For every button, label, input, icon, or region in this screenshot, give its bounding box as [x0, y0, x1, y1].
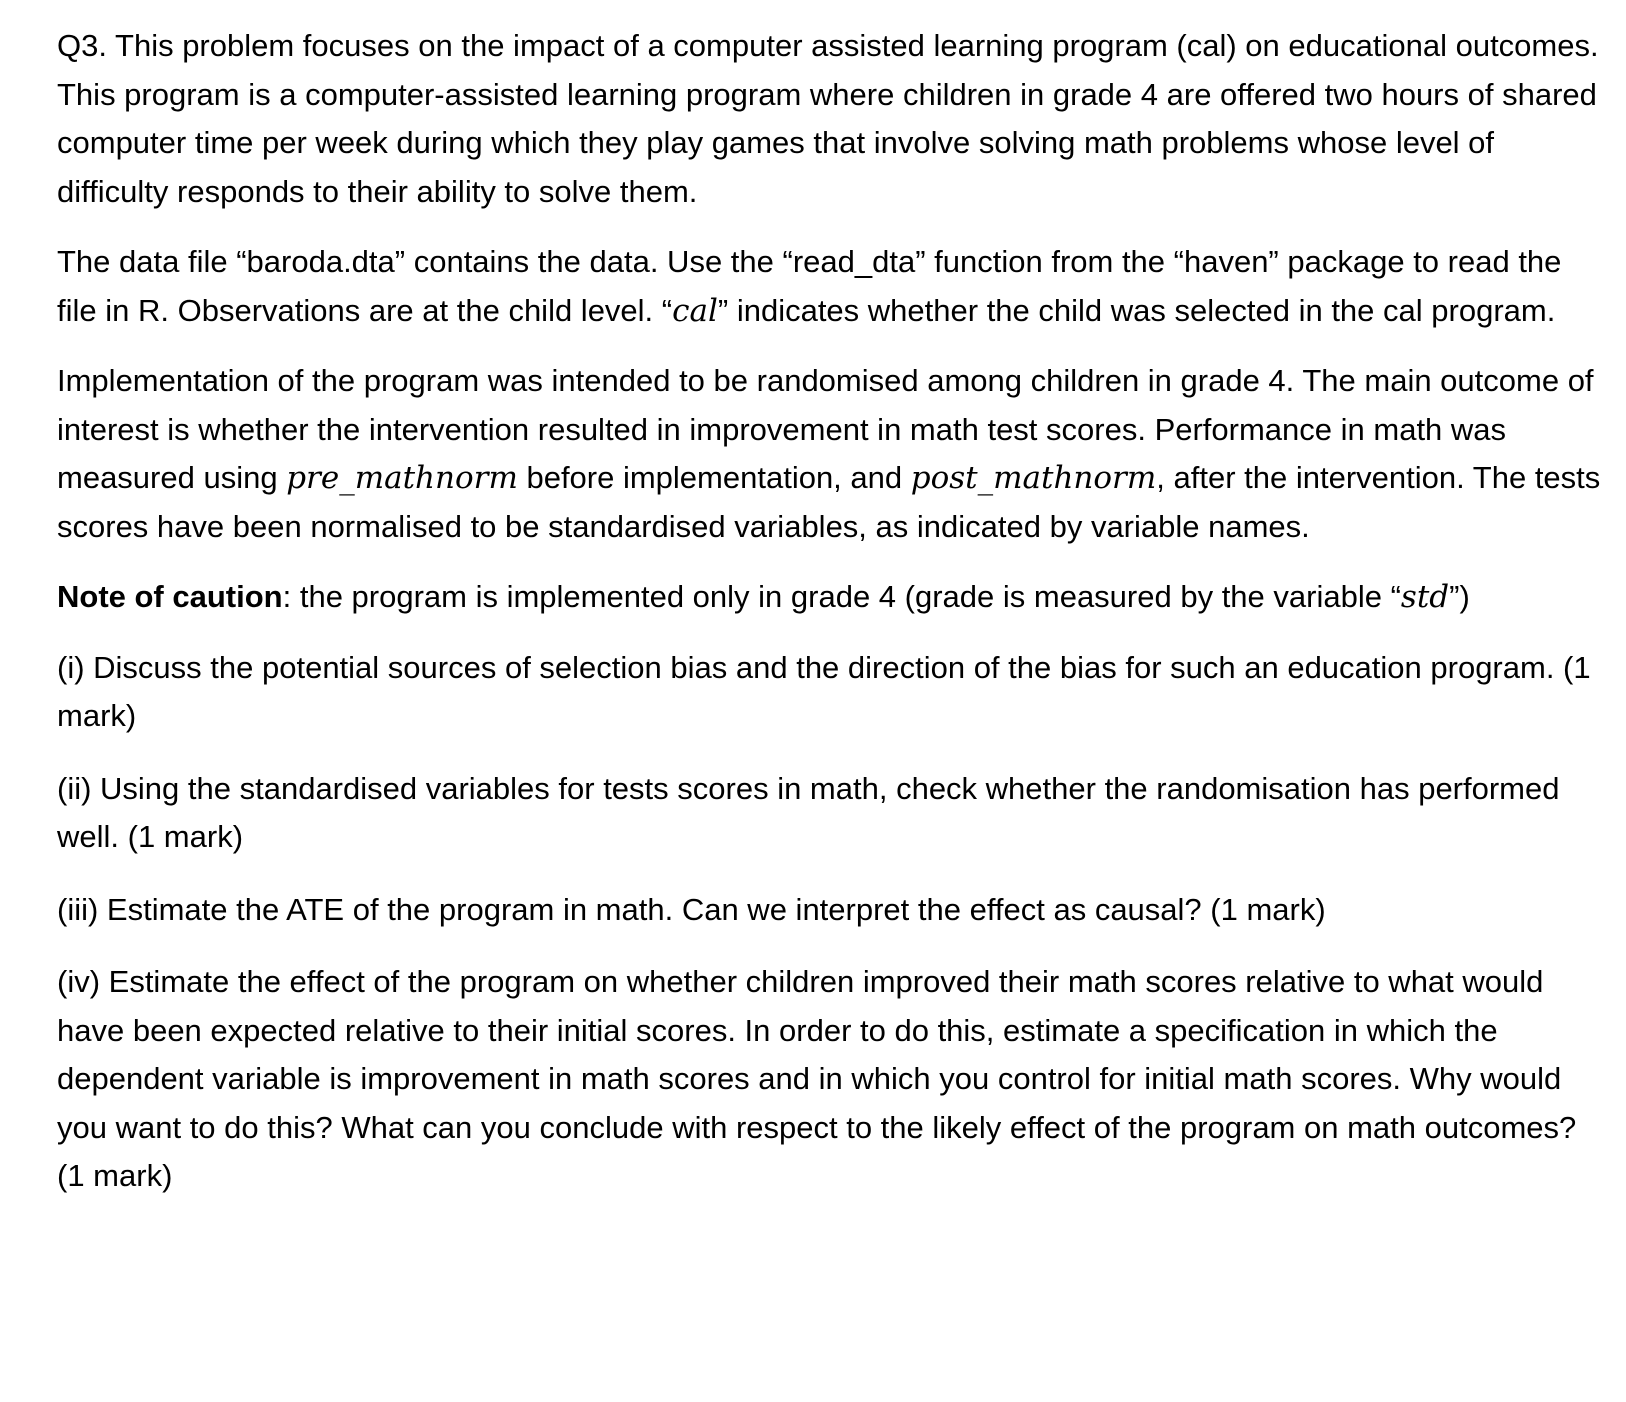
note-text-1: : the program is implemented only in grade 4 (grade is measured by the variable “	[282, 579, 1401, 614]
impl-para-text-3: , after the intervention. The tests scores have been normalised to be standardised variables, as indicated by variable names.	[57, 460, 1601, 544]
question-part-ii: (ii) Using the standardised variables for tests scores in math, check whether the randomisation has performed well. (1 mark)	[57, 770, 1560, 854]
question-part-i: (i) Discuss the potential sources of selection bias and the direction of the bias for such an education program. (1 mark)	[57, 649, 1591, 733]
pre-mathnorm-variable: pre_mathnorm	[286, 460, 518, 496]
implementation-paragraph	[57, 357, 1602, 551]
question-part-iv: (iv) Estimate the effect of the program on whether children improved their math scores relative to what would have been expected relative to their initial scores. In order to do this, estimate a specification in which the dependent variable is improvement in math scores and in which you control for initial math scores. Why would you want to do this? What can you conclude with respect to the likely effect of the program on math outcomes? (1 mark)	[57, 964, 1577, 1193]
note-label: Note of caution	[57, 579, 283, 614]
note-text-2: ”)	[1449, 579, 1470, 614]
impl-para-text-2: before implementation, and	[517, 460, 911, 495]
question-document	[57, 22, 1602, 1225]
cal-variable: cal	[672, 292, 718, 329]
data-para-text-1: The data file “baroda.dta” contains the data. Use the “read_dta” function from the “haven” package to read the file in R. Observations are at the child level. “	[57, 244, 1562, 328]
impl-para-text-1: Implementation of the program was intended to be randomised among children in grade 4. The main outcome of interest is whether the intervention resulted in improvement in math test scores. Performance in math was measured using	[57, 363, 1594, 495]
question-intro: Q3. This problem focuses on the impact of a computer assisted learning program (cal) on educational outcomes. This program is a computer-assisted learning program where children in grade 4 are offered two hours of shared computer time per week during which they play games that involve solving math problems whose level of difficulty responds to their ability to solve them.	[57, 28, 1599, 209]
question-part-iii: (iii) Estimate the ATE of the program in math. Can we interpret the effect as causal? (1 mark)	[57, 891, 1326, 927]
post-mathnorm-variable: post_mathnorm	[910, 460, 1157, 496]
data-para-text-2: ” indicates whether the child was selected in the cal program.	[717, 292, 1556, 328]
std-variable: std	[1400, 579, 1450, 615]
data-file-paragraph	[57, 238, 1602, 335]
note-of-caution-paragraph	[57, 573, 1602, 622]
